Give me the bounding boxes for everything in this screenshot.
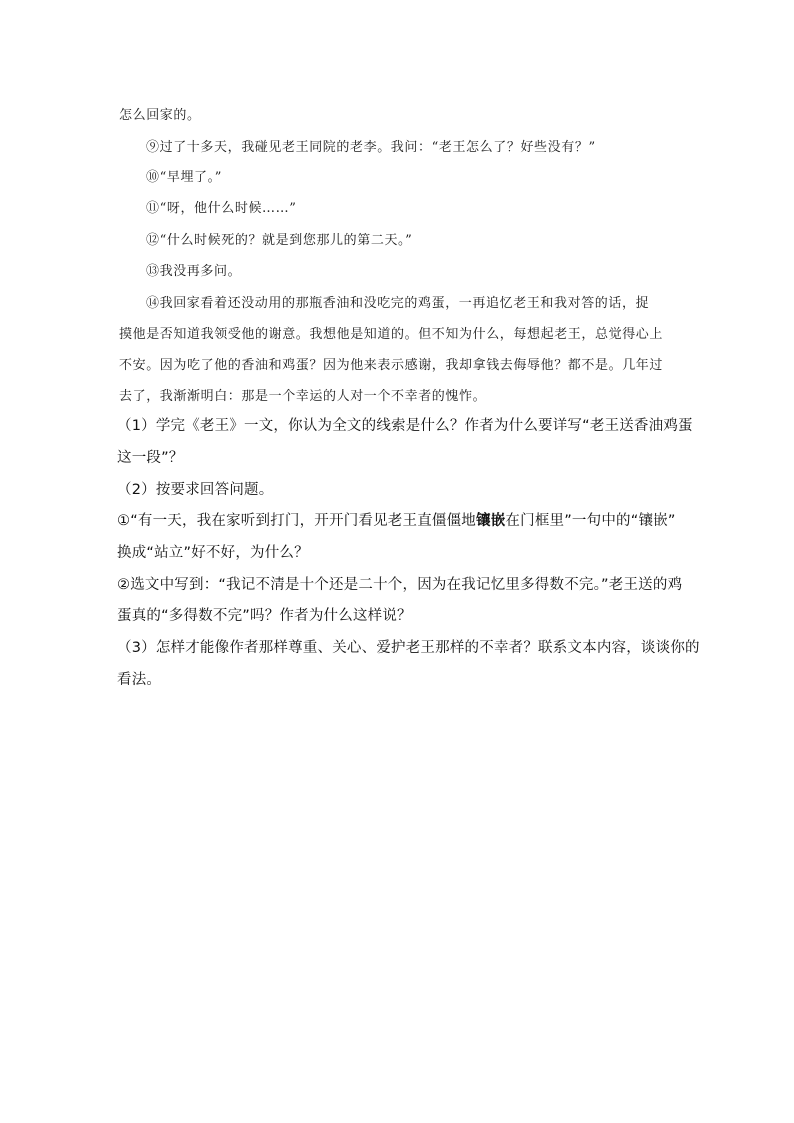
passage-paragraph-13: ⑬我没再多问。 — [146, 264, 242, 279]
question-2a-line-2: 换成“站立”好不好，为什么？ — [117, 545, 309, 561]
passage-paragraph-11: ⑪“呀，他什么时候……” — [146, 201, 297, 216]
question-3-line-1: （3）怎样才能像作者那样尊重、关心、爱护老王那样的不幸者？联系文本内容，谈谈你的 — [117, 640, 700, 656]
question-1-line-2: 这一段”？ — [117, 450, 184, 466]
question-2-title: （2）按要求回答问题。 — [117, 482, 274, 498]
passage-paragraph-10: ⑩“早埋了。” — [146, 170, 222, 185]
passage-paragraph-14-line-2: 摸他是否知道我领受他的谢意。我想他是知道的。但不知为什么，每想起老王，总觉得心上 — [119, 327, 664, 342]
passage-paragraph-14-line-4: 去了，我渐渐明白：那是一个幸运的人对一个不幸者的愧怍。 — [119, 389, 487, 404]
passage-paragraph-14-line-1: ⑭我回家看着还没动用的那瓶香油和没吃完的鸡蛋，一再追忆老王和我对答的话，捉 — [146, 296, 650, 311]
question-1-line-1: （1）学完《老王》一文，你认为全文的线索是什么？作者为什么要详写“老王送香油鸡蛋 — [117, 418, 693, 434]
question-3-line-2: 看法。 — [117, 672, 162, 688]
question-2b-line-2: 蛋真的“多得数不完”吗？作者为什么这样说？ — [117, 608, 412, 624]
passage-paragraph-12: ⑫“什么时候死的？就是到您那儿的第二天。” — [146, 233, 413, 248]
question-2a-text-before: ①“有一天，我在家听到打门，开开门看见老王直僵僵地 — [117, 513, 477, 529]
passage-paragraph-9: ⑨过了十多天，我碰见老王同院的老李。我问：“老王怎么了？好些没有？” — [146, 140, 596, 155]
passage-line-1: 怎么回家的。 — [119, 108, 201, 123]
question-2a-bold-word: 镶嵌 — [476, 513, 506, 529]
passage-paragraph-14-line-3: 不安。因为吃了他的香油和鸡蛋？因为他来表示感谢，我却拿钱去侮辱他？都不是。几年过 — [119, 358, 664, 373]
question-2a-line-1 — [117, 509, 676, 530]
question-2a-text-after: 在门框里”一句中的“镶嵌” — [505, 513, 676, 529]
question-2b-line-1: ②选文中写到：“我记不清是十个还是二十个，因为在我记忆里多得数不完。”老王送的鸡 — [117, 577, 683, 593]
